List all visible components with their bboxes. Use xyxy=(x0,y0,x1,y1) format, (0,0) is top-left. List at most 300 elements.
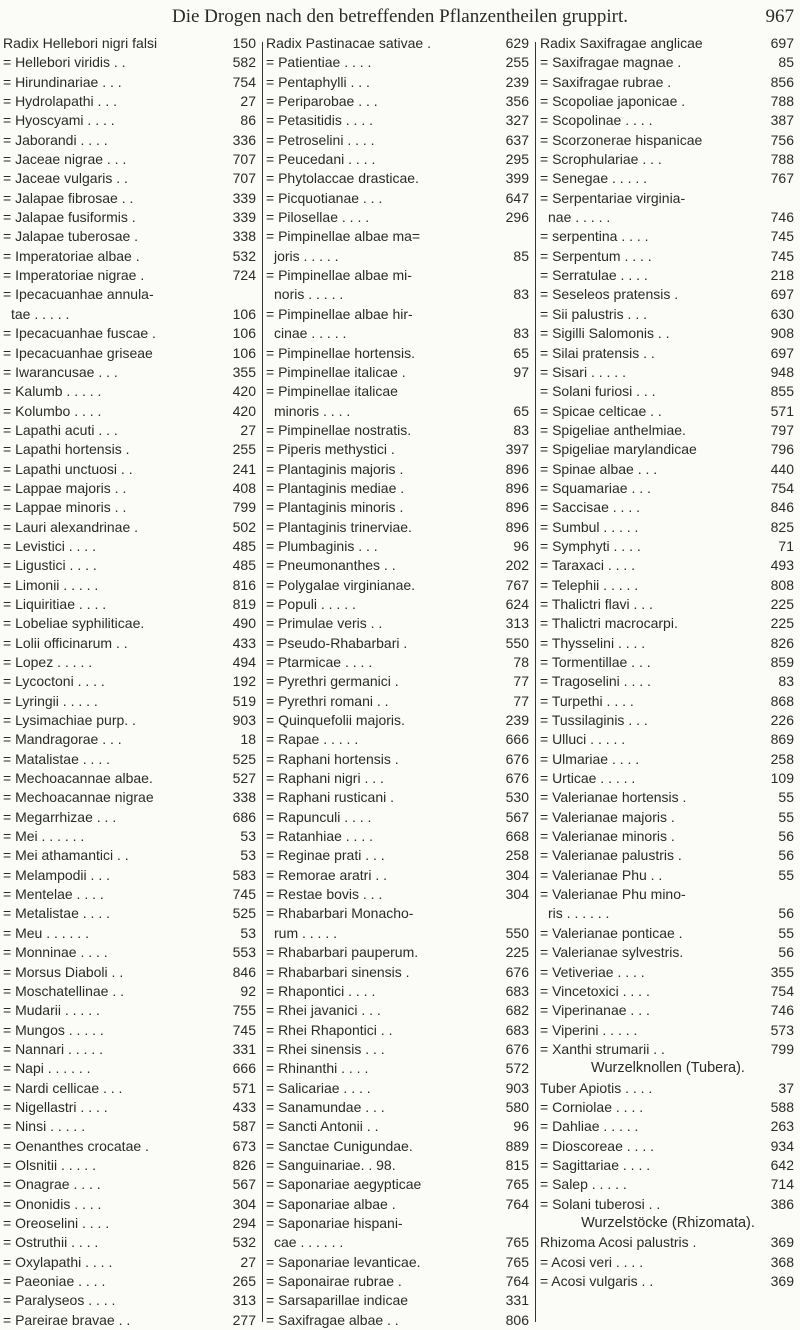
entry-label: = Levistici . . . . xyxy=(3,537,96,554)
entry-page-number: 493 xyxy=(770,557,794,574)
index-entry xyxy=(3,169,258,188)
entry-label: = Oreoselini . . . . xyxy=(3,1214,110,1231)
index-entry xyxy=(3,1117,258,1136)
entry-label: = Kalumb . . . . . xyxy=(3,383,102,400)
index-entry xyxy=(3,904,258,923)
index-entry xyxy=(3,285,258,304)
entry-page-number xyxy=(499,266,531,285)
entry-label: = Jalapae fibrosae . . xyxy=(3,189,134,206)
index-entry xyxy=(266,285,531,304)
entry-page-number: 697 xyxy=(770,286,794,303)
entry-label: = Pimpinellae italicae . xyxy=(266,363,406,380)
entry-label: = Tussilaginis . . . xyxy=(540,712,648,729)
entry-label: = Mentelae . . . . xyxy=(3,886,104,903)
entry-page-number: 896 xyxy=(505,518,529,535)
entry-label: = Lappae majoris . . xyxy=(3,479,127,496)
index-entry xyxy=(3,150,258,169)
index-entry xyxy=(266,1311,531,1330)
index-entry xyxy=(266,227,531,246)
entry-page-number: 799 xyxy=(770,1040,794,1057)
entry-label: = Rhinanthi . . . . xyxy=(266,1060,369,1077)
entry-page-number: 587 xyxy=(232,1118,256,1135)
entry-page-number: 647 xyxy=(505,189,529,206)
index-entry xyxy=(3,498,258,517)
entry-label: = Symphyti . . . . xyxy=(540,537,641,554)
entry-label: = Serpentariae virginia- xyxy=(540,189,686,206)
entry-page-number: 408 xyxy=(232,479,256,496)
entry-label: = Lapathi acuti . . . xyxy=(3,421,118,438)
entry-label: = Megarrhizae . . . xyxy=(3,808,117,825)
entry-page-number: 331 xyxy=(505,1292,529,1309)
index-entry xyxy=(266,1214,531,1233)
index-entry xyxy=(266,73,531,92)
index-entry xyxy=(266,1117,531,1136)
entry-page-number: 525 xyxy=(232,750,256,767)
entry-label: = Ipecacuanhae annula- xyxy=(3,286,154,303)
index-entry xyxy=(3,111,258,130)
entry-page-number xyxy=(499,904,531,923)
entry-page-number: 83 xyxy=(513,325,529,342)
index-entry xyxy=(540,498,796,517)
entry-page-number: 420 xyxy=(232,383,256,400)
entry-page-number: 745 xyxy=(232,886,256,903)
index-entry xyxy=(266,653,531,672)
entry-page-number: 239 xyxy=(505,712,529,729)
entry-label: = Taraxaci . . . . xyxy=(540,557,636,574)
index-entry xyxy=(540,1233,796,1252)
entry-label: = Plantaginis minoris . xyxy=(266,499,404,516)
entry-page-number: 808 xyxy=(770,576,794,593)
entry-label: = Sanguinariae. . 98. xyxy=(266,1156,396,1173)
entry-page-number: 355 xyxy=(770,963,794,980)
entry-label: = Oxylapathi . . . . xyxy=(3,1253,113,1270)
index-entry xyxy=(266,769,531,788)
entry-label: = Mei . . . . . . xyxy=(3,828,85,845)
entry-page-number: 571 xyxy=(232,1079,256,1096)
entry-label: = Imperatoriae nigrae . xyxy=(3,267,145,284)
entry-page-number: 96 xyxy=(513,537,529,554)
entry-label: = Ulmariae . . . . xyxy=(540,750,640,767)
page-header xyxy=(4,6,796,32)
entry-label: = Saponariae aegypticae xyxy=(266,1176,422,1193)
entry-label: = Iwarancusae . . . xyxy=(3,363,118,380)
index-entry xyxy=(3,227,258,246)
entry-page-number: 485 xyxy=(232,537,256,554)
index-entry xyxy=(266,614,531,633)
entry-page-number: 96 xyxy=(513,1118,529,1135)
index-entry xyxy=(540,208,796,227)
index-entry xyxy=(540,672,796,691)
entry-label: = Spigeliae anthelmiae. xyxy=(540,421,686,438)
index-entry xyxy=(540,1021,796,1040)
index-entry xyxy=(540,1079,796,1098)
entry-label: = Oenanthes crocatae . xyxy=(3,1137,149,1154)
index-entry xyxy=(3,1040,258,1059)
index-entry xyxy=(3,750,258,769)
entry-page-number: 258 xyxy=(505,847,529,864)
entry-page-number: 642 xyxy=(770,1156,794,1173)
entry-page-number: 355 xyxy=(232,363,256,380)
entry-page-number: 85 xyxy=(513,247,529,264)
entry-label: = Ipecacuanhae fuscae . xyxy=(3,325,156,342)
index-entry xyxy=(3,266,258,285)
index-entry xyxy=(266,943,531,962)
entry-page-number: 225 xyxy=(770,615,794,632)
index-column-3 xyxy=(540,34,796,1291)
entry-label: = Raphani nigri . . . xyxy=(266,770,384,787)
index-entry xyxy=(3,1311,258,1330)
index-entry xyxy=(266,1040,531,1059)
entry-label: = Olsnitii . . . . . xyxy=(3,1156,96,1173)
index-entry xyxy=(3,1137,258,1156)
index-entry xyxy=(3,479,258,498)
entry-label: = Pyrethri romani . . xyxy=(266,692,389,709)
entry-label: joris . . . . . xyxy=(274,247,339,264)
entry-label: = Meu . . . . . . xyxy=(3,924,89,941)
entry-page-number: 825 xyxy=(770,518,794,535)
index-entry xyxy=(540,866,796,885)
entry-page-number: 683 xyxy=(505,1021,529,1038)
entry-label: = Valerianae Phu . . xyxy=(540,866,663,883)
entry-page-number: 666 xyxy=(505,731,529,748)
index-entry xyxy=(3,1079,258,1098)
entry-page-number: 745 xyxy=(770,247,794,264)
index-entry xyxy=(266,344,531,363)
index-entry xyxy=(3,1195,258,1214)
entry-label: = Corniolae . . . . xyxy=(540,1098,644,1115)
index-entry xyxy=(540,247,796,266)
entry-label: = Nardi cellicae . . . xyxy=(3,1079,123,1096)
entry-label: = Pimpinellae albae ma= xyxy=(266,228,421,245)
entry-label: = Patientiae . . . . xyxy=(266,54,372,71)
entry-page-number: 265 xyxy=(232,1273,256,1289)
entry-page-number: 724 xyxy=(232,267,256,284)
index-entry xyxy=(266,672,531,691)
index-entry xyxy=(540,53,796,72)
index-entry xyxy=(266,498,531,517)
entry-label: = Saponariae hispani- xyxy=(266,1214,403,1231)
entry-page-number: 502 xyxy=(232,518,256,535)
entry-label: = Mudarii . . . . . xyxy=(3,1002,100,1019)
index-entry xyxy=(3,131,258,150)
index-entry xyxy=(266,1253,531,1272)
entry-label: = Lycoctoni . . . . xyxy=(3,673,105,690)
entry-label: = Sumbul . . . . . xyxy=(540,518,639,535)
entry-label: = Lappae minoris . . xyxy=(3,499,127,516)
index-entry xyxy=(266,1175,531,1194)
index-entry xyxy=(266,576,531,595)
index-entry xyxy=(540,1253,796,1272)
entry-page-number: 296 xyxy=(505,209,529,226)
index-entry xyxy=(540,169,796,188)
entry-label: = Plantaginis majoris . xyxy=(266,460,404,477)
index-entry xyxy=(3,672,258,691)
entry-label: = Sanctae Cunigundae. xyxy=(266,1137,413,1154)
entry-label: = Pimpinellae hortensis. xyxy=(266,344,416,361)
entry-label: = Matalistae . . . . xyxy=(3,750,110,767)
index-entry xyxy=(540,730,796,749)
entry-label: = Ligustici . . . . xyxy=(3,557,97,574)
index-entry xyxy=(266,827,531,846)
entry-page-number: 816 xyxy=(232,576,256,593)
entry-page-number: 799 xyxy=(232,499,256,516)
index-entry xyxy=(540,34,796,53)
index-entry xyxy=(266,711,531,730)
entry-page-number: 338 xyxy=(232,228,256,245)
entry-page-number: 294 xyxy=(232,1214,256,1231)
entry-label: = Sii palustris . . . xyxy=(540,305,647,322)
entry-page-number: 433 xyxy=(232,634,256,651)
entry-page-number: 796 xyxy=(770,441,794,458)
entry-label: = Pneumonanthes . . xyxy=(266,557,396,574)
index-entry xyxy=(3,73,258,92)
entry-page-number: 765 xyxy=(505,1234,529,1251)
entry-page-number xyxy=(764,885,796,904)
index-entry xyxy=(266,982,531,1001)
entry-page-number xyxy=(764,189,796,208)
entry-page-number: 336 xyxy=(232,131,256,148)
index-entry xyxy=(266,1195,531,1214)
index-entry xyxy=(3,788,258,807)
entry-label: = Jalapae fusiformis . xyxy=(3,209,136,226)
index-entry xyxy=(3,382,258,401)
index-entry xyxy=(540,92,796,111)
entry-page-number: 255 xyxy=(505,54,529,71)
entry-page-number: 55 xyxy=(778,789,794,806)
index-entry xyxy=(266,866,531,885)
index-entry xyxy=(266,421,531,440)
entry-label: = Viperini . . . . . xyxy=(540,1021,638,1038)
index-entry xyxy=(3,1272,258,1291)
entry-label: = Saponariae levanticae. xyxy=(266,1253,421,1270)
index-entry xyxy=(540,227,796,246)
index-entry xyxy=(266,1272,531,1291)
entry-label: = Ratanhiae . . . . xyxy=(266,828,374,845)
index-entry xyxy=(266,963,531,982)
entry-page-number: 797 xyxy=(770,421,794,438)
entry-label: = Spicae celticae . . xyxy=(540,402,662,419)
entry-label: = Jalapae tuberosae . xyxy=(3,228,139,245)
entry-label: = Turpethi . . . . xyxy=(540,692,634,709)
index-entry xyxy=(3,1021,258,1040)
entry-page-number: 65 xyxy=(513,402,529,419)
section-heading xyxy=(540,1214,796,1233)
entry-page-number: 746 xyxy=(770,1002,794,1019)
index-entry xyxy=(540,1195,796,1214)
entry-label: = Petasitidis . . . . xyxy=(266,112,373,129)
index-entry xyxy=(540,537,796,556)
index-entry xyxy=(3,730,258,749)
entry-page-number: 86 xyxy=(240,112,256,129)
entry-label: = Peucedani . . . . xyxy=(266,151,376,168)
entry-label: = Squamariae . . . xyxy=(540,479,651,496)
index-entry xyxy=(3,440,258,459)
entry-label: = Hellebori viridis . . xyxy=(3,54,126,71)
index-entry xyxy=(540,131,796,150)
index-entry xyxy=(266,92,531,111)
entry-page-number: 369 xyxy=(770,1234,794,1251)
entry-page-number: 78 xyxy=(513,654,529,670)
index-entry xyxy=(3,1059,258,1078)
entry-page-number: 765 xyxy=(505,1176,529,1193)
entry-label: = Mechoacannae albae. xyxy=(3,770,153,787)
entry-page-number: 53 xyxy=(240,924,256,941)
entry-label: = Remorae aratri . . xyxy=(266,866,387,883)
entry-label: = Primulae veris . . xyxy=(266,615,383,632)
entry-page-number: 746 xyxy=(770,209,794,226)
index-entry xyxy=(540,189,796,208)
index-entry xyxy=(540,285,796,304)
index-entry xyxy=(540,1001,796,1020)
entry-label: = Urticae . . . . . xyxy=(540,770,636,787)
entry-page-number: 707 xyxy=(232,151,256,168)
entry-label: = Saponariae albae . xyxy=(266,1195,396,1212)
entry-label: = Mandragorae . . . xyxy=(3,731,122,748)
entry-label: = Jaceae nigrae . . . xyxy=(3,151,127,168)
entry-label: Wurzelstöcke (Rhizomata). xyxy=(581,1214,755,1231)
entry-label: = Salicariae . . . . xyxy=(266,1079,371,1096)
index-entry xyxy=(3,595,258,614)
entry-page-number: 313 xyxy=(232,1292,256,1309)
index-entry xyxy=(266,1137,531,1156)
entry-page-number: 573 xyxy=(770,1021,794,1038)
index-entry xyxy=(266,34,531,53)
entry-page-number: 580 xyxy=(505,1098,529,1115)
index-entry xyxy=(3,421,258,440)
entry-page-number xyxy=(226,285,258,304)
entry-label: = Morsus Diaboli . . xyxy=(3,963,124,980)
index-entry xyxy=(3,576,258,595)
entry-page-number: 27 xyxy=(240,93,256,110)
entry-label: = Pimpinellae albae mi- xyxy=(266,267,412,284)
entry-label: cae . . . . . . xyxy=(274,1234,344,1251)
entry-label: Rhizoma Acosi palustris . xyxy=(540,1234,697,1251)
entry-page-number: 745 xyxy=(232,1021,256,1038)
entry-page-number: 55 xyxy=(778,866,794,883)
entry-label: = Tragoselini . . . . xyxy=(540,673,651,690)
entry-label: = Rhei sinensis . . . xyxy=(266,1040,385,1057)
entry-label: = Sagittariae . . . . xyxy=(540,1156,651,1173)
entry-label: = Scopoliae japonicae . xyxy=(540,93,686,110)
entry-page-number: 567 xyxy=(232,1176,256,1193)
index-entry xyxy=(540,305,796,324)
index-entry xyxy=(3,1098,258,1117)
entry-page-number: 859 xyxy=(770,654,794,670)
entry-label: = Pseudo-Rhabarbari . xyxy=(266,634,408,651)
entry-label: = Lyringii . . . . . xyxy=(3,692,98,709)
entry-page-number: 527 xyxy=(232,770,256,787)
index-entry xyxy=(3,653,258,672)
entry-page-number: 624 xyxy=(505,595,529,612)
index-entry xyxy=(266,634,531,653)
index-entry xyxy=(266,556,531,575)
index-entry xyxy=(3,208,258,227)
entry-label: = Kolumbo . . . . xyxy=(3,402,102,419)
entry-page-number: 908 xyxy=(770,325,794,342)
index-entry xyxy=(540,827,796,846)
entry-label: = Pyrethri germanici . xyxy=(266,673,399,690)
index-entry xyxy=(540,982,796,1001)
index-entry xyxy=(266,595,531,614)
entry-page-number: 295 xyxy=(505,151,529,168)
entry-page-number: 490 xyxy=(232,615,256,632)
entry-label: = Liquiritiae . . . . xyxy=(3,595,107,612)
index-entry xyxy=(3,769,258,788)
index-entry xyxy=(3,711,258,730)
index-entry xyxy=(540,324,796,343)
index-entry xyxy=(266,1156,531,1175)
index-entry xyxy=(540,1156,796,1175)
entry-page-number: 707 xyxy=(232,170,256,187)
index-entry xyxy=(540,1175,796,1194)
entry-label: = Lolii officinarum . . xyxy=(3,634,128,651)
entry-label: = Rhabarbari pauperum. xyxy=(266,944,419,961)
entry-label: = Jaborandi . . . . xyxy=(3,131,108,148)
entry-label: = Sarsaparillae indicae xyxy=(266,1292,409,1309)
entry-label: = Saponairae rubrae . xyxy=(266,1273,402,1289)
entry-label: = Saccisae . . . . xyxy=(540,499,640,516)
index-entry xyxy=(540,363,796,382)
entry-label: Radix Pastinacae sativae . xyxy=(266,35,431,51)
entry-page-number: 571 xyxy=(770,402,794,419)
entry-page-number xyxy=(499,227,531,246)
entry-page-number: 55 xyxy=(778,808,794,825)
page-title: Die Drogen nach den betreffenden Pflanzentheilen gruppirt. xyxy=(172,6,628,27)
entry-page-number: 106 xyxy=(232,325,256,342)
index-entry xyxy=(266,537,531,556)
entry-page-number: 697 xyxy=(770,35,794,51)
entry-page-number: 304 xyxy=(505,886,529,903)
index-entry xyxy=(266,382,531,401)
entry-page-number: 18 xyxy=(240,731,256,748)
entry-page-number: 106 xyxy=(232,344,256,361)
entry-label: = Paeoniae . . . . xyxy=(3,1273,106,1289)
entry-page-number: 572 xyxy=(505,1060,529,1077)
index-entry xyxy=(266,131,531,150)
entry-page-number: 676 xyxy=(505,963,529,980)
entry-label: = Mechoacannae nigrae xyxy=(3,789,154,806)
entry-page-number: 754 xyxy=(770,479,794,496)
index-entry xyxy=(266,324,531,343)
index-entry xyxy=(540,556,796,575)
index-entry xyxy=(3,866,258,885)
entry-label: = Spinae albae . . . xyxy=(540,460,658,477)
index-entry xyxy=(540,402,796,421)
index-entry xyxy=(266,885,531,904)
entry-page-number: 258 xyxy=(770,750,794,767)
entry-label: = Picquotianae . . . xyxy=(266,189,383,206)
entry-label: minoris . . . . xyxy=(274,402,351,419)
entry-page-number: 826 xyxy=(770,634,794,651)
index-entry xyxy=(3,924,258,943)
entry-page-number: 387 xyxy=(770,112,794,129)
entry-page-number: 53 xyxy=(240,847,256,864)
entry-label: cinae . . . . . xyxy=(274,325,347,342)
entry-page-number: 846 xyxy=(232,963,256,980)
entry-label: = Paralyseos . . . . xyxy=(3,1292,116,1309)
index-entry xyxy=(540,1098,796,1117)
index-entry xyxy=(540,73,796,92)
entry-page-number xyxy=(499,382,531,401)
entry-page-number xyxy=(499,1214,531,1233)
entry-label: = Valerianae hortensis . xyxy=(540,789,687,806)
entry-page-number: 856 xyxy=(770,73,794,90)
index-entry xyxy=(3,1291,258,1310)
entry-page-number: 755 xyxy=(232,1002,256,1019)
entry-page-number: 85 xyxy=(778,54,794,71)
entry-label: = Scrophulariae . . . xyxy=(540,151,662,168)
entry-label: = Rhabarbari sinensis . xyxy=(266,963,410,980)
